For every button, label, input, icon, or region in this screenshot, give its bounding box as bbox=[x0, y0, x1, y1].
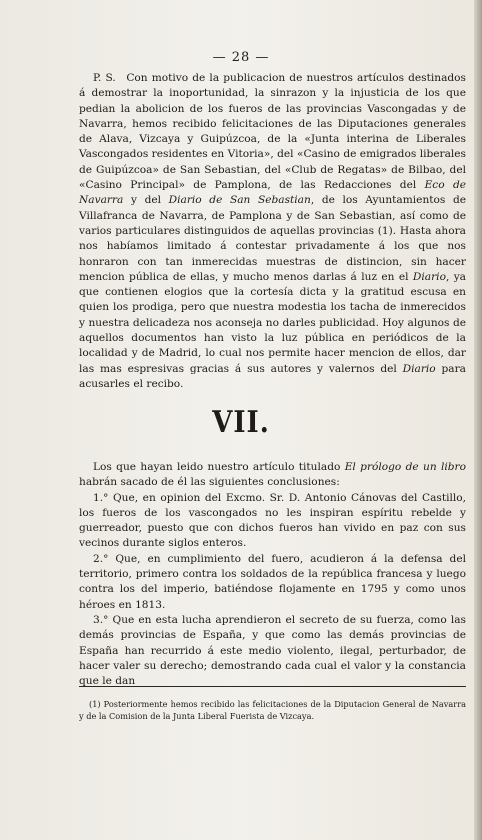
ps-lead: P. S. bbox=[93, 72, 116, 84]
conclusion-item: 1.° Que, en opinion del Excmo. Sr. D. Antonio Cánovas del Castillo, los fueros de los vascongados no les inspiran espíritu rebelde y guerreador, puesto que con dichos fueros han vivido en paz con sus vecinos durante siglos enteros. bbox=[79, 491, 466, 550]
footnote: (1) Posteriormente hemos recibido las felicitaciones de la Diputacion General de Navarra y de la Comision de la Junta Liberal Fuerista de Vizcaya. bbox=[79, 699, 466, 721]
section-heading: VII. bbox=[212, 405, 270, 441]
intro-paragraph: Los que hayan leido nuestro artículo titulado El prólogo de un libro habrán sacado de él las siguientes conclusiones: bbox=[79, 461, 466, 489]
conclusion-item: 3.° Que en esta lucha aprendieron el secreto de su fuerza, como las demás provincias de España, y que como las demás provincias de España han recurrido á este medio violento, ilegal, perturbador, de hacer valer su derecho; demostrando cada cual el valor y la constancia que le dan bbox=[79, 613, 466, 688]
conclusion-item: 2.° Que, en cumplimiento del fuero, acudieron á la defensa del territorio, primero contra los soldados de la república francesa y luego contra los del imperio, batiéndose flojamente en 1795 y como unos héroes en 1813. bbox=[79, 552, 466, 611]
footnote-divider bbox=[79, 686, 466, 687]
postscript-paragraph: P. S. Con motivo de la publicacion de nuestros artículos destinados á demostrar la inoportunidad, la sinrazon y la injusticia de los que pedian la abolicion de los fueros de las provincias Vascongadas y de Navarra, hemos recibido felicitaciones de las Diputaciones generales de Alava, Vizcaya y Guipúzcoa, de la «Junta interina de Liberales Vascongados residentes en Vitoria», del «Casino de emigrados liberales de Guipúzcoa» de San Sebastian, del «Club de Regatas» de Bilbao, del «Casino Principal» de Pamplona, de las Redacciones del Eco de Navarra y del Diario de San Sebastian, de los Ayuntamientos de Villafranca de Navarra, de Pamplona y de San Sebastian, así como de varios particulares distinguidos de aquellas provincias (1). Hasta ahora nos habíamos limitado á contestar privadamente á los que nos honraron con tan inmerecidas muestras de distincion, sin hacer mencion pública de ellas, y mucho menos darlas á luz en el Diario, ya que contienen elogios que la cortesía dicta y la gratitud escusa en quien los prodiga, pero que nuestra modestia los tacha de inmerecidos y nuestra delicadeza nos aconseja no darles publicidad. Hoy algunos de aquellos documentos han visto la luz pública en periódicos de la localidad y de Madrid, lo cual nos permite hacer mencion de ellos, dar las mas espresivas gracias á sus autores y valernos del Diario para acusarles el recibo. bbox=[79, 72, 467, 390]
page-number: — 28 — bbox=[212, 50, 270, 65]
section-body bbox=[79, 460, 466, 689]
